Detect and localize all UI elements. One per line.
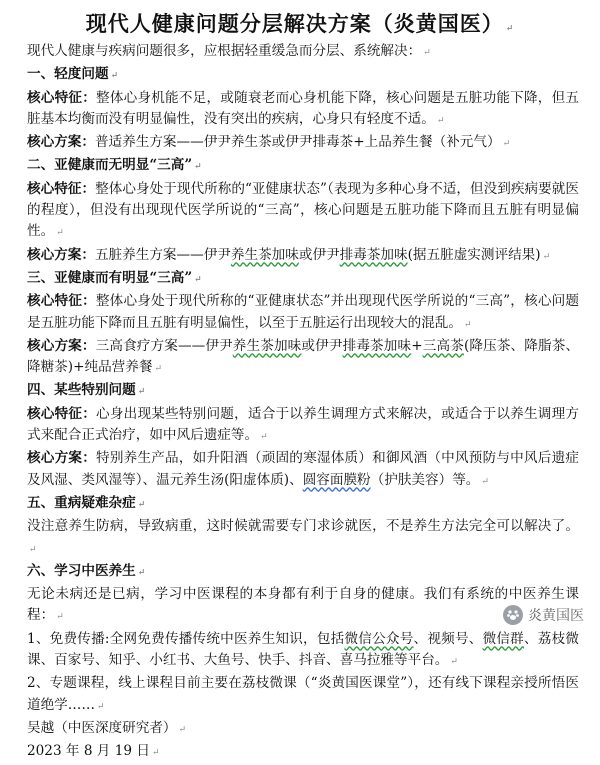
section-1-heading: 一、轻度问题 ↵ bbox=[27, 66, 119, 83]
section-4-feature: 核心特征：心身出现某些特别问题，适合于以养生调理方式来解决，或适合于以养生调理方式来配合正式治疗，如中风后遗症等。 ↵ bbox=[27, 405, 580, 444]
section-3-feature: 核心特征：整体心身处于现代所称的“亚健康状态”并出现现代医学所说的“三高”，核心问题是五脏功能下降而且五脏有明显偏性，以至于五脏运行出现较大的混乱。 ↵ bbox=[27, 293, 580, 331]
section-6-text: 无论未病还是已病，学习中医课程的本身都有利于自身的健康。我们有系统的中医养生课程： ↵ bbox=[27, 586, 579, 624]
document-body bbox=[27, 41, 579, 765]
section-2-plan: 核心方案：五脏养生方案——伊尹养生茶加味或伊尹排毒茶加味(据五脏虚实测评结果) ↵ bbox=[27, 246, 551, 263]
section-6-heading: 六、学习中医养生 ↵ bbox=[27, 562, 146, 579]
document-title: 现代人健康问题分层解决方案（炎黄国医） ↵ bbox=[85, 11, 515, 36]
watermark-text: 炎黄国医 bbox=[528, 608, 584, 624]
intro-paragraph: 现代人健康与疾病问题很多，应根据轻重缓急而分层、系统解决： ↵ bbox=[27, 43, 431, 59]
section-6-item-2: 2、专题课程，线上课程目前主要在荔枝微课（“炎黄国医课堂”），还有线下课程亲授所悟医道绝学…… ↵ bbox=[27, 675, 579, 713]
signature: 吴越（中医深度研究者） ↵ bbox=[27, 719, 187, 736]
paw-icon bbox=[503, 605, 523, 625]
section-6-item-1: 1、免费传播:全网免费传播传统中医养生知识，包括微信公众号、视频号、微信群、荔枝微课、百家号、知乎、小红书、大鱼号、快手、抖音、喜马拉雅等平台。 ↵ bbox=[27, 630, 580, 669]
section-4-heading: 四、某些特别问题 ↵ bbox=[27, 382, 146, 399]
section-4-plan: 核心方案：特别养生产品，如升阳酒（顽固的寒湿体质）和御风酒（中风预防与中风后遗症及风湿、类风湿等）、温元养生汤(阳虚体质)、圆容面膜粉（护肤美容）等。 ↵ bbox=[27, 450, 580, 488]
section-1-feature: 核心特征：整体心身机能不足，或随衰老而心身机能下降，核心问题是五脏功能下降，但五脏基本均衡而没有明显偏性，没有突出的疾病，心身只有轻度不适。 ↵ bbox=[27, 89, 580, 127]
watermark bbox=[503, 605, 584, 625]
section-3-heading: 三、亚健康而有明显“三高” ↵ bbox=[27, 269, 202, 286]
paragraph-mark: ↵ bbox=[505, 24, 515, 34]
section-3-plan: 核心方案：三高食疗方案——伊尹养生茶加味或伊尹排毒茶加味+三高茶(降压茶、降脂茶、降糖茶)+纯品营养餐 ↵ bbox=[27, 337, 580, 376]
section-1-plan: 核心方案：普适养生方案——伊尹养生茶或伊尹排毒茶+上品养生餐（补元气） ↵ bbox=[27, 134, 511, 151]
section-2-heading: 二、亚健康而无明显“三高” ↵ bbox=[27, 157, 202, 174]
section-5-heading: 五、重病疑难杂症 ↵ bbox=[27, 494, 146, 511]
date: 2023 年 8 月 19 日 ↵ bbox=[27, 743, 160, 760]
section-5-text: 没注意养生防病，导致病重，这时候就需要专门求诊就医，不是养生方法完全可以解决了。↵ bbox=[27, 518, 579, 555]
section-2-feature: 核心特征：整体心身处于现代所称的“亚健康状态”（表现为多种心身不适，但没到疾病要就医的程度），但没有出现现代医学所说的“三高”，核心问题是五脏功能下降而且五脏有明显偏性。 ↵ bbox=[27, 180, 579, 240]
